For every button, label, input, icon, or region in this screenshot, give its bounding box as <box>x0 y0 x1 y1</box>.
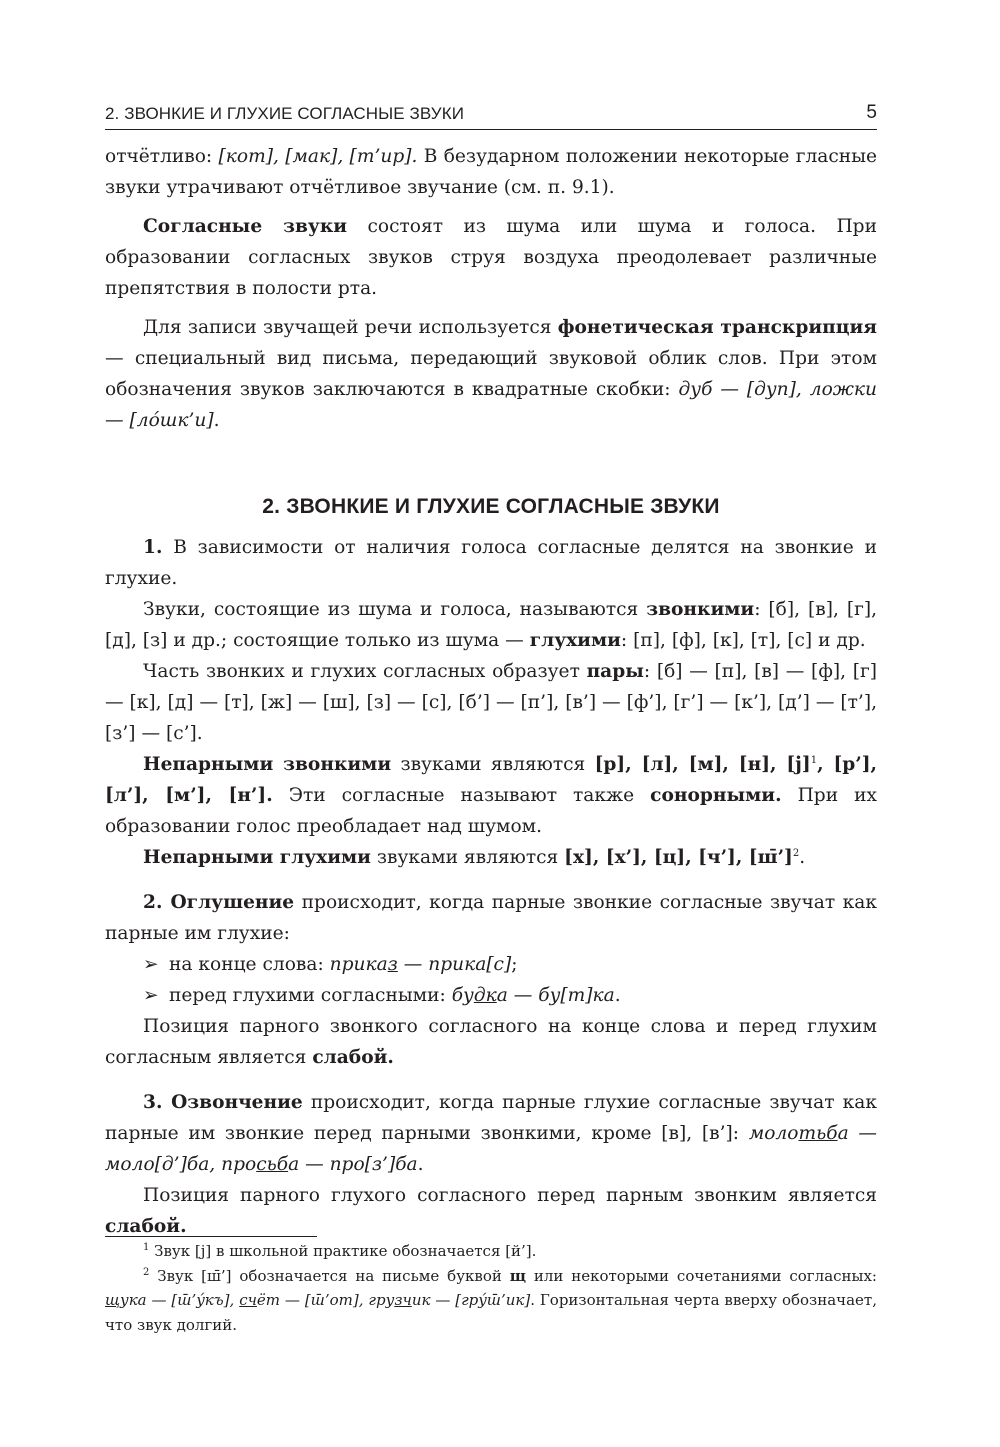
example: а — про[з’]ба <box>288 1154 418 1175</box>
example: а — бу[т]ка <box>496 985 615 1006</box>
example: ик — [грýш̄’ик] <box>411 1291 531 1309</box>
text: Позиция парного звонкого согласного на конце слова и перед глухим согласным является <box>105 1016 877 1068</box>
text: Позиция парного глухого согласного перед парным звонким является <box>143 1185 877 1206</box>
text: перед глухими согласными: <box>169 985 452 1006</box>
term: Непарными глухими <box>143 847 371 868</box>
term: сонорными. <box>650 785 782 806</box>
footnote-ref-2[interactable]: 2 <box>792 847 800 859</box>
page-body <box>105 141 877 1242</box>
footnote-2 <box>105 1264 877 1338</box>
text: происходит, когда парные глухие согласные звучат как парные им звонкие перед парными звонкими, кроме [в], [в’]: <box>105 1092 877 1144</box>
bullet-item-2 <box>105 980 877 1011</box>
text: . <box>799 847 806 868</box>
text: Звук [ш̄’] обозначается на письме буквой <box>149 1266 510 1285</box>
text: происходит, когда парные звонкие согласные звучат как парные им глухие: <box>105 892 878 944</box>
section-1-paragraph-1 <box>105 532 877 594</box>
sound-list: [х], [х’], [ц], [ч’], [ш̄’] <box>564 847 793 868</box>
footnote-number: 2 <box>143 1266 150 1278</box>
transcription: [кот], [мак], [т’ир]. <box>218 146 418 167</box>
text: Для записи звучащей речи используется <box>143 317 558 338</box>
example: а — моло[д’]ба, про <box>105 1123 878 1175</box>
underlined-letter: з <box>387 954 398 975</box>
section-heading: 2. ЗВОНКИЕ И ГЛУХИЕ СОГЛАСНЫЕ ЗВУКИ <box>262 495 720 518</box>
header-rule <box>105 129 877 130</box>
text: Эти согласные называют также <box>272 785 651 806</box>
term: фонетическая транскрипция <box>557 317 877 338</box>
sound-list: , [р’], [л’], [м’], [н’]. <box>105 754 877 806</box>
text: отчётливо: <box>105 146 219 167</box>
section-1-paragraph-5 <box>105 842 877 873</box>
term: звонкими <box>646 599 755 620</box>
section-1-paragraph-3 <box>105 656 877 749</box>
text: . <box>417 1154 424 1175</box>
text: или некоторыми сочетаниями согласных: <box>525 1266 877 1285</box>
bullet-item-1 <box>105 949 877 980</box>
text: Звук [j] в школьной практике обозначается [й’]. <box>149 1242 537 1260</box>
text: В зависимости от наличия голоса согласные делятся на звонкие и глухие. <box>105 537 877 589</box>
intro-paragraph-1 <box>105 141 877 203</box>
example: дуб — [дуп], ложки — [лóшк’и] <box>105 379 877 431</box>
term: 3. Озвончение <box>143 1092 303 1113</box>
text: В безударном положении некоторые гласные звуки утрачивают отчётливое звучание (см. п. 9.1). <box>105 146 878 198</box>
text: : [б], [в], [г], [д], [з] и др.; состоящие только из шума — <box>105 599 877 651</box>
footnote-number: 1 <box>143 1242 150 1253</box>
text: Часть звонких и глухих согласных образует <box>143 661 587 682</box>
example: моло <box>748 1123 799 1144</box>
section-3-paragraph-1 <box>105 1087 877 1180</box>
text: При их образовании голос преобладает над шумом. <box>105 785 877 837</box>
example: бу <box>451 985 474 1006</box>
underlined-letters: сьб <box>256 1154 289 1175</box>
text: ; <box>511 954 518 975</box>
underlined-letters: щ <box>105 1291 121 1309</box>
underlined-letters: дк <box>473 985 497 1006</box>
text: . Горизонтальная черта вверху обозначает, что звук долгий. <box>105 1291 877 1334</box>
text: — специальный вид письма, передающий звуковой облик слов. При этом обозначения звуков заключаются в квадратные скобки: <box>105 348 877 400</box>
term: Согласные звуки <box>143 216 348 237</box>
arrow-bullet-icon: ➢ <box>143 985 159 1006</box>
text: звуками являются <box>391 754 595 775</box>
underlined-letters: тьб <box>798 1123 838 1144</box>
example: ука — [ш̄’ýкъ], <box>120 1291 240 1309</box>
text: . <box>213 410 220 431</box>
text: звуками являются <box>370 847 565 868</box>
intro-paragraph-3 <box>105 312 877 436</box>
footnote-ref-1[interactable]: 1 <box>810 754 818 766</box>
term: пары <box>586 661 644 682</box>
running-header <box>105 104 877 128</box>
term: слабой. <box>105 1216 187 1237</box>
example: ёт — [ш̄’от], гру <box>256 1291 395 1309</box>
section-2-paragraph-2 <box>105 1011 877 1073</box>
underlined-letters: сч <box>239 1291 257 1309</box>
section-1-paragraph-2 <box>105 594 877 656</box>
term: слабой. <box>312 1047 394 1068</box>
arrow-bullet-icon: ➢ <box>143 954 159 975</box>
text: : [п], [ф], [к], [т], [с] и др. <box>620 630 866 651</box>
term: 2. Оглушение <box>143 892 295 913</box>
term: щ <box>509 1266 526 1285</box>
example: прика <box>329 954 388 975</box>
term: Непарными звонкими <box>143 754 392 775</box>
footnote-rule <box>105 1236 317 1237</box>
intro-paragraph-2 <box>105 211 877 304</box>
running-title: 2. ЗВОНКИЕ И ГЛУХИЕ СОГЛАСНЫЕ ЗВУКИ <box>105 104 465 123</box>
section-3-paragraph-2 <box>105 1180 877 1242</box>
page-number: 5 <box>866 102 877 123</box>
footnotes <box>105 1239 877 1337</box>
example: — прика[с] <box>397 954 512 975</box>
text: : [б] — [п], [в] — [ф], [г] — [к], [д] — [т], [ж] — [ш], [з] — [с], [б’] — [п’], [в’] — [ф’], [г’] — [к’], [д’] — [т’], [з’] — [с’]. <box>105 661 877 744</box>
underlined-letters: зч <box>394 1291 412 1309</box>
text: Звуки, состоящие из шума и голоса, называются <box>143 599 647 620</box>
sound-list: [р], [л], [м], [н], [j] <box>594 754 811 775</box>
footnote-1 <box>105 1239 877 1264</box>
section-1-paragraph-4 <box>105 749 877 842</box>
section-2-paragraph-1 <box>105 887 877 949</box>
text: состоят из шума или шума и голоса. При образовании согласных звуков струя воздуха преодолевает различные препятствия в полости рта. <box>105 216 877 299</box>
text: на конце слова: <box>169 954 330 975</box>
term: глухими <box>529 630 621 651</box>
item-number: 1. <box>143 537 163 558</box>
text: . <box>614 985 621 1006</box>
